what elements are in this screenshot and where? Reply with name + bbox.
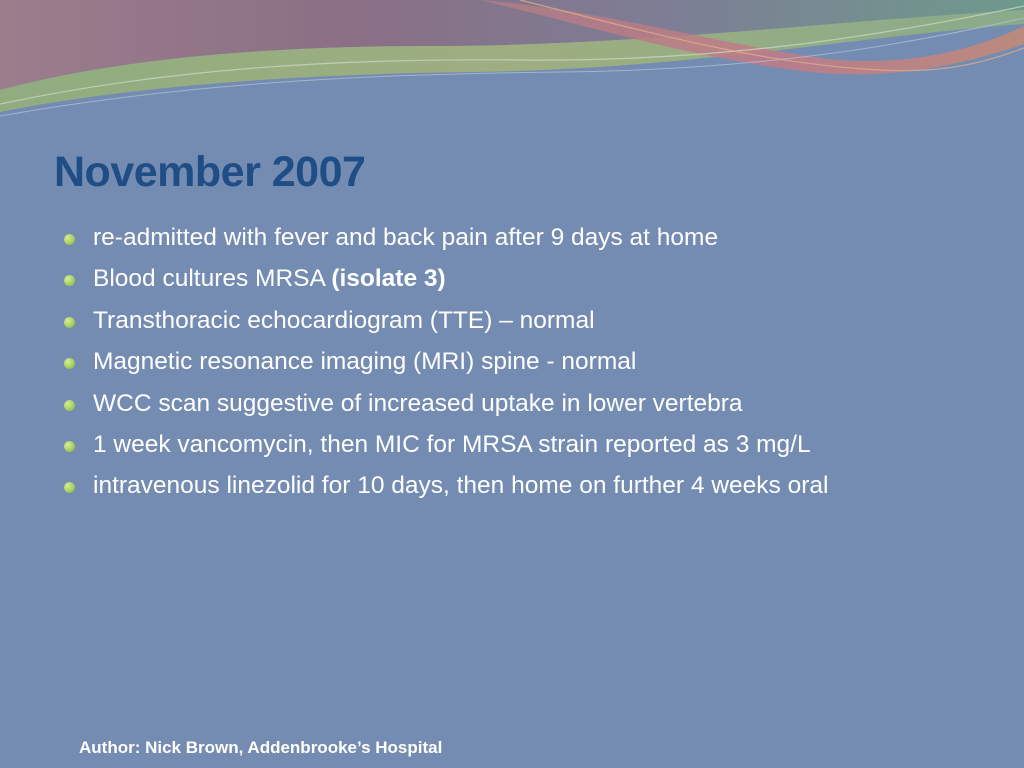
bullet-text: Magnetic resonance imaging (MRI) spine - normal <box>93 348 637 376</box>
bullet-text: intravenous linezolid for 10 days, then home on further 4 weeks oral <box>93 472 829 500</box>
bullet-text: re-admitted with fever and back pain after 9 days at home <box>93 224 719 251</box>
bullet-text: Blood cultures MRSA <box>93 265 332 293</box>
bullet-text: 1 week vancomycin, then MIC for MRSA strain reported as 3 mg/L <box>93 430 811 458</box>
list-item <box>62 386 828 427</box>
list-item <box>62 427 828 468</box>
bullet-icon <box>64 482 75 493</box>
list-item <box>62 220 828 261</box>
bullet-icon <box>64 358 75 369</box>
bullet-bold-text: (isolate 3) <box>331 265 446 293</box>
list-item <box>62 303 828 344</box>
slide-title: November 2007 <box>54 148 366 196</box>
bullet-icon <box>64 275 75 286</box>
bullet-list <box>62 220 828 510</box>
bullet-icon <box>64 234 75 245</box>
list-item <box>62 468 828 509</box>
bullet-text: WCC scan suggestive of increased uptake in lower vertebra <box>93 389 743 417</box>
bullet-icon <box>64 317 75 328</box>
list-item <box>62 344 828 385</box>
list-item <box>62 261 828 302</box>
decorative-wave-banner <box>0 0 1024 130</box>
author-footer: Author: Nick Brown, Addenbrooke’s Hospital <box>79 738 443 757</box>
bullet-text: Transthoracic echocardiogram (TTE) – normal <box>93 306 595 334</box>
bullet-icon <box>64 441 75 452</box>
bullet-icon <box>64 400 75 411</box>
